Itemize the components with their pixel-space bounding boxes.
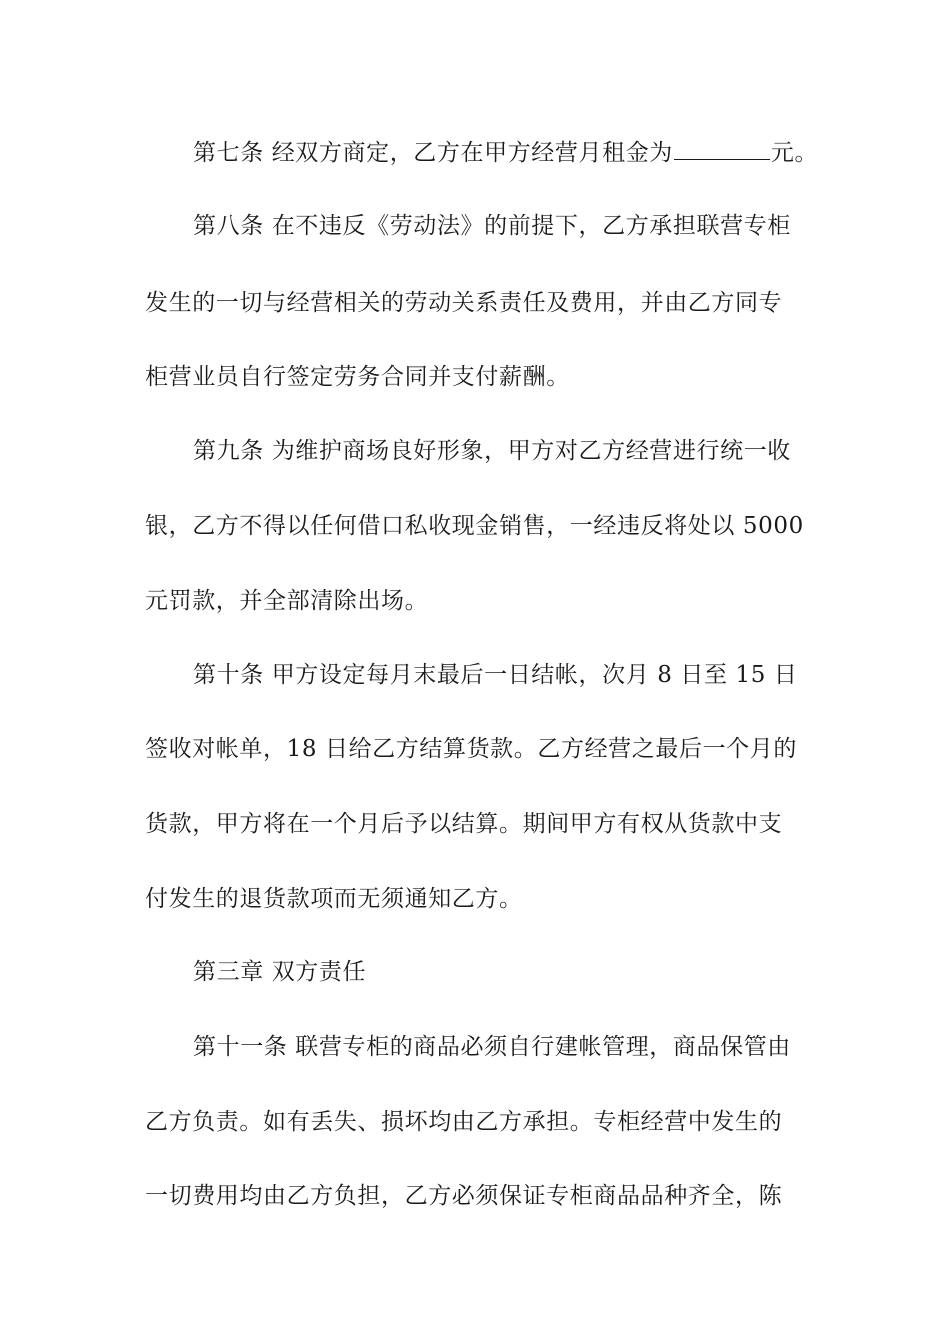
article-7-suffix: 元。: [770, 140, 819, 166]
article-7-line: [193, 138, 873, 168]
rent-blank-field[interactable]: [674, 139, 770, 160]
article-9-line-1: 第九条 为维护商场良好形象，甲方对乙方经营进行统一收: [193, 438, 791, 464]
article-11-line-1: 第十一条 联营专柜的商品必须自行建帐管理，商品保管由: [193, 1034, 791, 1060]
chapter-3-heading: 第三章 双方责任: [193, 959, 367, 985]
article-10-line-3: 货款，甲方将在一个月后予以结算。期间甲方有权从货款中支: [145, 811, 783, 837]
article-9-line-3: 元罚款，并全部清除出场。: [145, 588, 429, 614]
article-9-line-2: 银，乙方不得以任何借口私收现金销售，一经违反将处以 5000: [145, 513, 804, 539]
article-8-line-2: 发生的一切与经营相关的劳动关系责任及费用，并由乙方同专: [145, 290, 783, 316]
article-10-line-4: 付发生的退货款项而无须通知乙方。: [145, 886, 523, 912]
article-11-line-3: 一切费用均由乙方负担，乙方必须保证专柜商品品种齐全，陈: [145, 1183, 783, 1209]
article-10-line-2: 签收对帐单，18 日给乙方结算货款。乙方经营之最后一个月的: [145, 736, 797, 762]
article-11-line-2: 乙方负责。如有丢失、损坏均由乙方承担。专柜经营中发生的: [145, 1109, 783, 1135]
article-10-line-1: 第十条 甲方设定每月末最后一日结帐，次月 8 日至 15 日: [193, 662, 798, 688]
article-8-line-3: 柜营业员自行签定劳务合同并支付薪酬。: [145, 364, 570, 390]
article-7-text: 第七条 经双方商定，乙方在甲方经营月租金为: [193, 140, 673, 166]
article-8-line-1: 第八条 在不违反《劳动法》的前提下，乙方承担联营专柜: [193, 213, 791, 239]
